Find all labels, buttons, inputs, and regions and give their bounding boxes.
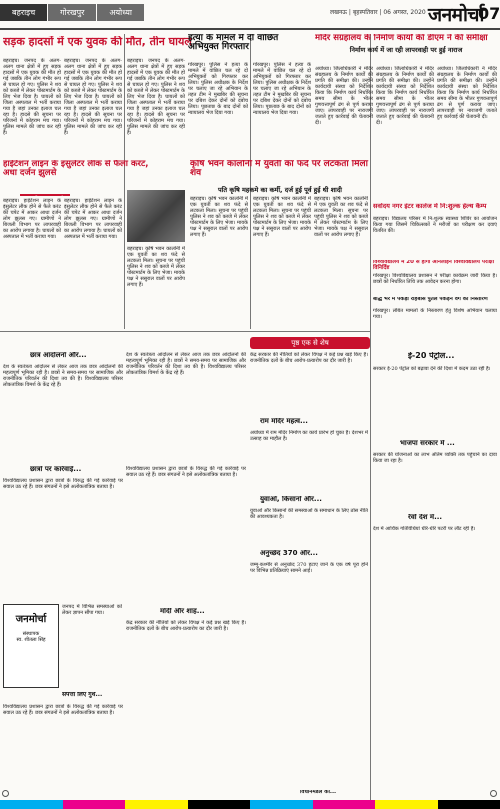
article-headline [260,496,360,506]
article-body: बहराइच। विद्यालय परिसर में नि:शुल्क स्वास्थ्य शिविर का आयोजन किया गया जिसमें चिकित्सकों ने मरीजों का परीक्षण कर दवाएं वितरित कीं। [373,216,497,234]
subhead-agri-colony: पति कृषि महकमे का कर्मी, दर्ज हुई पूर्व हुई थी शादी [217,186,342,194]
article-body: बहराइच। जनपद के अलग-अलग थाना क्षेत्रों में हुए सड़क हादसों में एक युवक की मौत हो गई जबकि तीन लोग गंभीर रूप से घायल हो गए। पुलिस ने शव को कब्जे में लेकर पोस्टमार्टम के लिए भेज दिया है। घायलों को जिला अस्पताल में भर्ती कराया गया है जहां उनका इलाज चल रहा है। हादसे की सूचना पर परिजनों में कोहराम मच गया। पुलिस मामले की जांच कर रही है। [64,58,122,136]
article-headline [62,692,122,702]
article-body: जम्मू-कश्मीर से अनुच्छेद 370 हटाए जाने के एक वर्ष पूरा होने पर विभिन्न प्रतिक्रियाएं सामने आईं। [250,562,368,574]
article-headline [373,260,497,272]
dateline: लखनऊ | बृहस्पतिवार | 06 अगस्त, 2020 [330,9,426,16]
headline-health-camp: सर्वोदय नगर इंटर कालेज में नि:शुल्क हेल्थ कैम्प [373,203,487,210]
article-body: अयोध्या में राम मंदिर निर्माण का कार्य प्रारंभ हो चुका है। देशभर में उत्साह का माहौल है। [250,430,368,442]
page-header [0,0,500,30]
tag-box [20,186,130,196]
registration-mark-icon [2,790,9,797]
article-headline [315,34,497,64]
subhead-museum: निर्माण कार्य में जा रही लापरवाही पर हुई नाराज [349,45,463,54]
article-headline [400,440,490,450]
headline-hightension-current: हाईटेंशन लाइन के इंसुलेटर लीक से फैला करंट, अधा दर्जन झुलसे [3,160,149,178]
article-body: विश्वविद्यालय प्रशासन द्वारा छात्रों के विरुद्ध की गई कार्रवाई पर सवाल उठ रहे हैं। छात्र संगठनों ने इसे अलोकतांत्रिक बताया है। [126,466,246,478]
article-body: गोरखपुर। विश्वविद्यालय प्रशासन ने परीक्षा कार्यक्रम जारी किया है। छात्रों को निर्धारित तिथि तक आवेदन करना होगा। [373,273,497,285]
news-photo [127,190,185,242]
masthead-ad [3,604,59,688]
headline-university-exam: विश्वविद्यालय में 20 से होगा ऑनलाइन विश्वविद्यालय परीक्षा विनिर्दिष्ट [373,260,495,271]
article-headline [408,352,468,364]
article-body: केंद्र सरकार की नीतियों को लेकर विपक्ष ने कई प्रश्न खड़े किए हैं। राजनीतिक दलों के बीच आरोप-प्रत्यारोप का दौर जारी है। [250,352,368,364]
article-headline [160,608,240,618]
article-body: विश्वविद्यालय प्रशासन द्वारा छात्रों के विरुद्ध की गई कार्रवाई पर सवाल उठ रहे हैं। छात्र संगठनों ने इसे अलोकतांत्रिक बताया है। [3,704,123,716]
headline-disposal: बौद्ध भरे में पकड़ी रहिबास पुतले पकड़ने वर्ग का निस्तारण [373,297,488,302]
article-body: बहराइच। हाईटेंशन लाइन के इंसुलेटर लीक होने से फैले करंट की चपेट में आकर आधा दर्जन लोग झुलस गए। ग्रामीणों ने बिजली विभाग पर लापरवाही का आरोप लगाया है। घायलों को अस्पताल में भर्ती कराया गया। [3,198,61,240]
article-body: युवाओं और किसानों की समस्याओं के समाधान के लिए ठोस नीति की आवश्यकता है। [250,508,368,520]
article-headline [30,352,130,362]
article-body: बहराइच। जनपद के अलग-अलग थाना क्षेत्रों में हुए सड़क हादसों में एक युवक की मौत हो गई जबकि तीन लोग गंभीर रूप से घायल हो गए। पुलिस ने शव को कब्जे में लेकर पोस्टमार्टम के लिए भेज दिया है। घायलों को जिला अस्पताल में भर्ती कराया गया है जहां उनका इलाज चल रहा है। हादसे की सूचना पर परिजनों में कोहराम मच गया। पुलिस मामले की जांच कर रही है। [127,58,185,136]
headline-students-action: छात्रों पर कार्रवाई... [30,466,82,473]
headline-country: रेवो देश में... [408,514,443,521]
article-headline [3,160,158,184]
headline-student-movements: छात्र आंदोलनों और... [30,352,87,359]
headline-museum-review: मंदिर संग्रहालय के निर्माण कार्यों की डीएम ने की समीक्षा [315,34,488,43]
headline-youth-farmers: युवाओं, किसानों और... [260,496,322,503]
article-body: बहराइच। कृषि भवन कालोनी में एक युवती का शव फंदे से लटकता मिला। सूचना पर पहुंची पुलिस ने शव को कब्जे में लेकर पोस्टमार्टम के लिए भेजा। मायके पक्ष ने ससुराल वालों पर आरोप लगाए हैं। [253,196,311,238]
article-body: बहराइच। हाईटेंशन लाइन के इंसुलेटर लीक होने से फैले करंट की चपेट में आकर आधा दर्जन लोग झुलस गए। ग्रामीणों ने बिजली विभाग पर लापरवाही का आरोप लगाया है। घायलों को अस्पताल में भर्ती कराया गया। [64,198,122,240]
headline-e20-petrol: ई-20 पेट्रोल... [408,352,455,360]
tab-ayodhya[interactable]: अयोध्या [97,4,144,21]
article-body: अयोध्या। जिलाधिकारी ने मंदिर संग्रहालय के निर्माण कार्यों की प्रगति की समीक्षा की। उन्होंने कार्यदायी संस्था को निर्देशित किया कि निर्माण कार्य निर्धारित समय सीमा के भीतर गुणवत्तापूर्ण ढंग से पूर्ण कराया जाए। लापरवाही पर नाराजगी जताते हुए कार्रवाई की चेतावनी दी। [315,66,373,126]
headline-road-accident: सड़क हादसों में एक युवक की मौत, तीन घायल [3,36,192,48]
article-headline [188,34,312,60]
article-body: सरकार की योजनाओं का लाभ अंतिम व्यक्ति तक पहुंचाने का दावा किया जा रहा है। [373,452,497,464]
article-body: केंद्र सरकार की नीतियों को लेकर विपक्ष ने कई प्रश्न खड़े किए हैं। राजनीतिक दलों के बीच आरोप-प्रत्यारोप का दौर जारी है। [126,620,246,632]
article-body: जनपद में विभिन्न समस्याओं को लेकर ज्ञापन सौंपा गया। [62,604,122,616]
headline-agri-colony: कृषि भवन कालोनी में युवती का फंदे पर लटकता मिला शव [190,160,368,179]
article-body: देश के स्वतंत्रता आंदोलन से लेकर आज तक छात्र आंदोलनों की महत्वपूर्ण भूमिका रही है। छात्रों ने समय-समय पर सामाजिक और राजनीतिक परिवर्तन की दिशा तय की है। विश्वविद्यालय परिसर लोकतांत्रिक विमर्श के केंद्र रहे हैं। [3,364,123,388]
headline-ram-temple: राम मंदिर महत्व... [260,418,308,425]
section-divider [0,331,370,332]
masthead-logo: जनमोर्चा [428,4,484,26]
byline-legislature: विधानमंडल का... [300,790,337,795]
article-headline [30,466,130,476]
article-body: गोरखपुर। लंबित मामलों के निस्तारण हेतु विशेष अभियान चलाया गया। [373,308,497,320]
page-number: 07 [478,4,500,23]
tab-bahraich[interactable]: बहराइच [0,4,47,21]
article-body: गोरखपुर। पुलिस ने हत्या के मामले में वांछित चल रहे दो अभियुक्तों को गिरफ्तार कर लिया। पुलिस अधीक्षक के निर्देश पर चलाए जा रहे अभियान के तहत टीम ने मुखबिर की सूचना पर दबिश देकर दोनों को दबोच लिया। पूछताछ के बाद दोनों को न्यायालय भेज दिया गया। [253,62,311,116]
print-color-bar [0,800,500,809]
article-headline [408,514,488,524]
continued-banner: पृष्ठ एक से शेष [250,337,370,349]
headline-bjp-govt: भाजपा सरकार में ... [400,440,455,447]
headline-modi-shah: मोदी और शाह... [160,608,205,615]
article-body: गोरखपुर। पुलिस ने हत्या के मामले में वांछित चल रहे दो अभियुक्तों को गिरफ्तार कर लिया। पुलिस अधीक्षक के निर्देश पर चलाए जा रहे अभियान के तहत टीम ने मुखबिर की सूचना पर दबिश देकर दोनों को दबोच लिया। पूछताछ के बाद दोनों को न्यायालय भेज दिया गया। [188,62,248,116]
article-headline [260,418,360,428]
article-headline [190,160,370,184]
article-headline [373,203,497,215]
tag-serious-condition [20,194,70,196]
article-body: सरकार ई-20 पेट्रोल को बढ़ावा देने की दिशा में कदम उठा रही है। [373,366,491,372]
ad-line: स्व. शीतला सिंह [16,637,46,643]
article-body: बहराइच। कृषि भवन कालोनी में एक युवती का शव फंदे से लटकता मिला। सूचना पर पहुंची पुलिस ने शव को कब्जे में लेकर पोस्टमार्टम के लिए भेजा। मायके पक्ष ने ससुराल वालों पर आरोप लगाए हैं। [314,196,368,238]
headline-murder-arrest: हत्या के मामले में दो वांछित अभियुक्त गिरफ्तार [188,34,279,53]
article-body: बहराइच। कृषि भवन कालोनी में एक युवती का शव फंदे से लटकता मिला। सूचना पर पहुंची पुलिस ने शव को कब्जे में लेकर पोस्टमार्टम के लिए भेजा। मायके पक्ष ने ससुराल वालों पर आरोप लगाए हैं। [127,246,185,288]
article-body: देश के स्वतंत्रता आंदोलन से लेकर आज तक छात्र आंदोलनों की महत्वपूर्ण भूमिका रही है। छात्रों ने समय-समय पर सामाजिक और राजनीतिक परिवर्तन की दिशा तय की है। विश्वविद्यालय परिसर लोकतांत्रिक विमर्श के केंद्र रहे हैं। [126,352,246,376]
article-headline [260,550,360,560]
registration-mark-icon [490,790,497,797]
edition-tabs [0,4,144,21]
article-body: बहराइच। कृषि भवन कालोनी में एक युवती का शव फंदे से लटकता मिला। सूचना पर पहुंची पुलिस ने शव को कब्जे में लेकर पोस्टमार्टम के लिए भेजा। मायके पक्ष ने ससुराल वालों पर आरोप लगाए हैं। [190,196,248,238]
article-headline [373,297,497,307]
article-body: बहराइच। जनपद के अलग-अलग थाना क्षेत्रों में हुए सड़क हादसों में एक युवक की मौत हो गई जबकि तीन लोग गंभीर रूप से घायल हो गए। पुलिस ने शव को कब्जे में लेकर पोस्टमार्टम के लिए भेज दिया है। घायलों को जिला अस्पताल में भर्ती कराया गया है जहां उनका इलाज चल रहा है। हादसे की सूचना पर परिजनों में कोहराम मच गया। पुलिस मामले की जांच कर रही है। [3,58,61,136]
ad-masthead: जनमोर्चा [15,614,47,625]
headline-article-370: अनुच्छेद 370 और... [260,550,318,557]
article-body: अयोध्या। जिलाधिकारी ने मंदिर संग्रहालय के निर्माण कार्यों की प्रगति की समीक्षा की। उन्होंने कार्यदायी संस्था को निर्देशित किया कि निर्माण कार्य निर्धारित समय सीमा के भीतर गुणवत्तापूर्ण ढंग से पूर्ण कराया जाए। लापरवाही पर नाराजगी जताते हुए कार्रवाई की चेतावनी दी। [376,66,434,126]
article-body: विश्वविद्यालय प्रशासन द्वारा छात्रों के विरुद्ध की गई कार्रवाई पर सवाल उठ रहे हैं। छात्र संगठनों ने इसे अलोकतांत्रिक बताया है। [3,478,123,490]
ad-line: संस्थापक [22,631,40,637]
tab-gorakhpur[interactable]: गोरखपुर [48,4,96,21]
article-subhead [190,185,370,194]
headline-memorandum: संपत्ता लिए गुर्थ... [62,692,103,698]
article-body: अयोध्या। जिलाधिकारी ने मंदिर संग्रहालय के निर्माण कार्यों की प्रगति की समीक्षा की। उन्होंने कार्यदायी संस्था को निर्देशित किया कि निर्माण कार्य निर्धारित समय सीमा के भीतर गुणवत्तापूर्ण ढंग से पूर्ण कराया जाए। लापरवाही पर नाराजगी जताते हुए कार्रवाई की चेतावनी दी। [437,66,497,120]
bottom-byline [300,790,370,799]
article-body: देश में आर्थिक गतिविधियां धीरे-धीरे पटरी पर लौट रही हैं। [373,526,476,532]
